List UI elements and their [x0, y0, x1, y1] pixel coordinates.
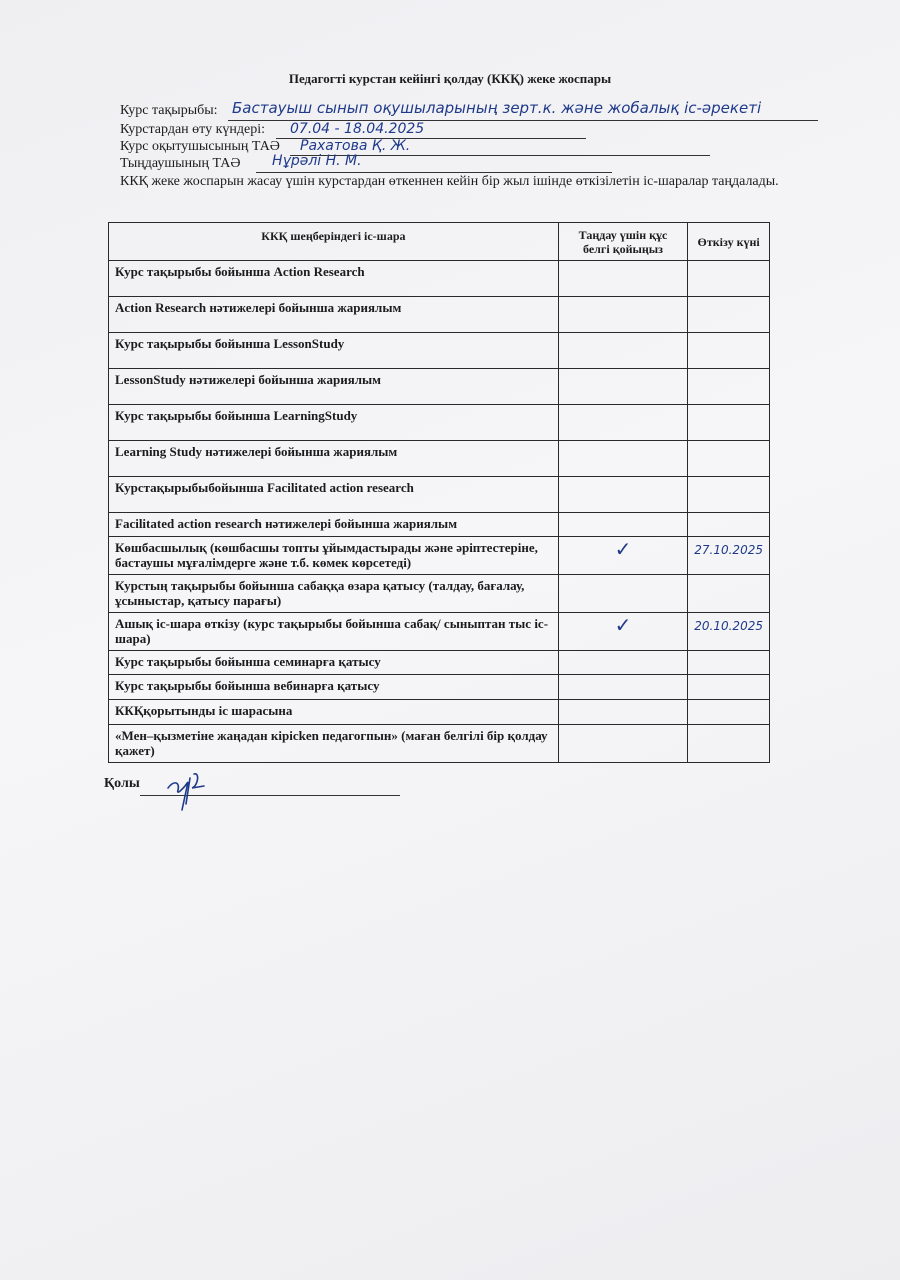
mark-cell: [558, 613, 687, 651]
table-row: [109, 725, 770, 763]
trainer-label: Курс оқытушысының ТАӘ: [120, 139, 280, 154]
signature-scribble-icon: [160, 758, 210, 818]
date-value: [694, 575, 763, 581]
mark-cell: [558, 700, 687, 725]
date-cell: [688, 441, 770, 477]
activity-cell: Learning Study нәтижелері бойынша жариялым: [109, 441, 559, 477]
activity-cell: Курстың тақырыбы бойынша сабаққа өзара қатысу (талдау, бағалау, ұсыныстар, қатысу парағы): [109, 575, 559, 613]
activity-cell: Көшбасшылық (көшбасшы топты ұйымдастырады және әріптестеріне, бастаушы мұғалімдерге және т.б. көмек көрсетеді): [109, 537, 559, 575]
course-topic-label: Курс тақырыбы:: [120, 103, 218, 118]
table-row: [109, 297, 770, 333]
mark-cell: [558, 405, 687, 441]
date-value: [694, 651, 763, 657]
table-row: [109, 333, 770, 369]
course-topic-value: Бастауыш сынып оқушыларының зерт.к. және жобалық іс-әрекеті: [232, 99, 762, 117]
date-cell: [688, 513, 770, 537]
date-value: [694, 441, 763, 447]
signature-label: Қолы: [104, 776, 140, 791]
activity-cell: Action Research нәтижелері бойынша жариялым: [109, 297, 559, 333]
table-row: [109, 700, 770, 725]
listener-value: Нұрәлі Н. М.: [272, 153, 362, 169]
mark-cell: [558, 513, 687, 537]
table-row: [109, 513, 770, 537]
date-cell: [688, 725, 770, 763]
table-row: [109, 441, 770, 477]
date-cell: [688, 675, 770, 700]
dates-value: 07.04 - 18.04.2025: [290, 121, 425, 137]
dates-field: [120, 122, 265, 138]
date-cell: [688, 297, 770, 333]
mark-cell: [558, 261, 687, 297]
date-cell: [688, 575, 770, 613]
date-value: [694, 700, 763, 706]
mark-cell: [558, 369, 687, 405]
header-activity: ККҚ шеңберіндегі іс-шара: [109, 223, 559, 261]
date-value: [694, 513, 763, 519]
activity-cell: Курс тақырыбы бойынша семинарға қатысу: [109, 651, 559, 675]
date-value: [694, 369, 763, 375]
date-cell: [688, 700, 770, 725]
table-header-row: [109, 223, 770, 261]
mark-cell: [558, 575, 687, 613]
date-cell: [688, 651, 770, 675]
dates-label: Курстардан өту күндері:: [120, 122, 265, 137]
activity-cell: Facilitated action research нәтижелері бойынша жариялым: [109, 513, 559, 537]
instruction-note: ККҚ жеке жоспарын жасау үшін курстардан өткеннен кейін бір жыл ішінде өткізілетін іс-шаралар таңдалады.: [120, 174, 779, 189]
checkmark: ✓: [614, 537, 632, 561]
table-row: [109, 537, 770, 575]
trainer-field: [120, 139, 280, 155]
date-value: [694, 261, 763, 267]
mark-cell: [558, 537, 687, 575]
table-row: [109, 675, 770, 700]
activity-cell: LessonStudy нәтижелері бойынша жариялым: [109, 369, 559, 405]
mark-cell: [558, 297, 687, 333]
document-title: Педагогті курстан кейінгі қолдау (ККҚ) жеке жоспары: [288, 71, 612, 86]
activity-cell: ККҚқорытынды іс шарасына: [109, 700, 559, 725]
header-date: Өткізу күні: [688, 223, 770, 261]
table-row: [109, 575, 770, 613]
table-row: [109, 405, 770, 441]
mark-cell: [558, 675, 687, 700]
date-value: 20.10.2025: [694, 619, 763, 633]
date-cell: [688, 333, 770, 369]
table-row: [109, 369, 770, 405]
mark-cell: [558, 333, 687, 369]
mark-cell: [558, 441, 687, 477]
table-row: [109, 261, 770, 297]
date-value: [694, 333, 763, 339]
date-value: [694, 297, 763, 303]
date-cell: [688, 537, 770, 575]
date-value: [694, 477, 763, 483]
date-cell: [688, 405, 770, 441]
checkmark: ✓: [614, 613, 632, 637]
activity-cell: Курс тақырыбы бойынша Action Research: [109, 261, 559, 297]
table-row: [109, 613, 770, 651]
activity-cell: Курстақырыбыбойынша Facilitated action research: [109, 477, 559, 513]
date-value: [694, 405, 763, 411]
date-value: 27.10.2025: [694, 543, 763, 557]
mark-cell: [558, 477, 687, 513]
activity-cell: «Мен–қызметіне жаңадан кірісken педагогпын» (маған белгілі бір қолдау қажет): [109, 725, 559, 763]
date-cell: [688, 261, 770, 297]
activity-cell: Курс тақырыбы бойынша вебинарға қатысу: [109, 675, 559, 700]
table-row: [109, 477, 770, 513]
date-value: [694, 675, 763, 681]
activity-cell: Курс тақырыбы бойынша LessonStudy: [109, 333, 559, 369]
activity-cell: Ашық іс-шара өткізу (курс тақырыбы бойынша сабақ/ сыныптан тыс іс-шара): [109, 613, 559, 651]
table-row: [109, 651, 770, 675]
course-topic-field: [120, 103, 218, 119]
date-value: [694, 725, 763, 731]
trainer-value: Рахатова Қ. Ж.: [300, 138, 411, 154]
mark-cell: [558, 651, 687, 675]
listener-field: [120, 156, 241, 172]
plan-table: [108, 222, 770, 763]
header-mark: Таңдау үшін құс белгі қойыңыз: [558, 223, 687, 261]
mark-cell: [558, 725, 687, 763]
listener-label: Тыңдаушының ТАӘ: [120, 156, 241, 171]
activity-cell: Курс тақырыбы бойынша LearningStudy: [109, 405, 559, 441]
date-cell: [688, 369, 770, 405]
date-cell: [688, 477, 770, 513]
date-cell: [688, 613, 770, 651]
listener-underline: [256, 172, 612, 173]
